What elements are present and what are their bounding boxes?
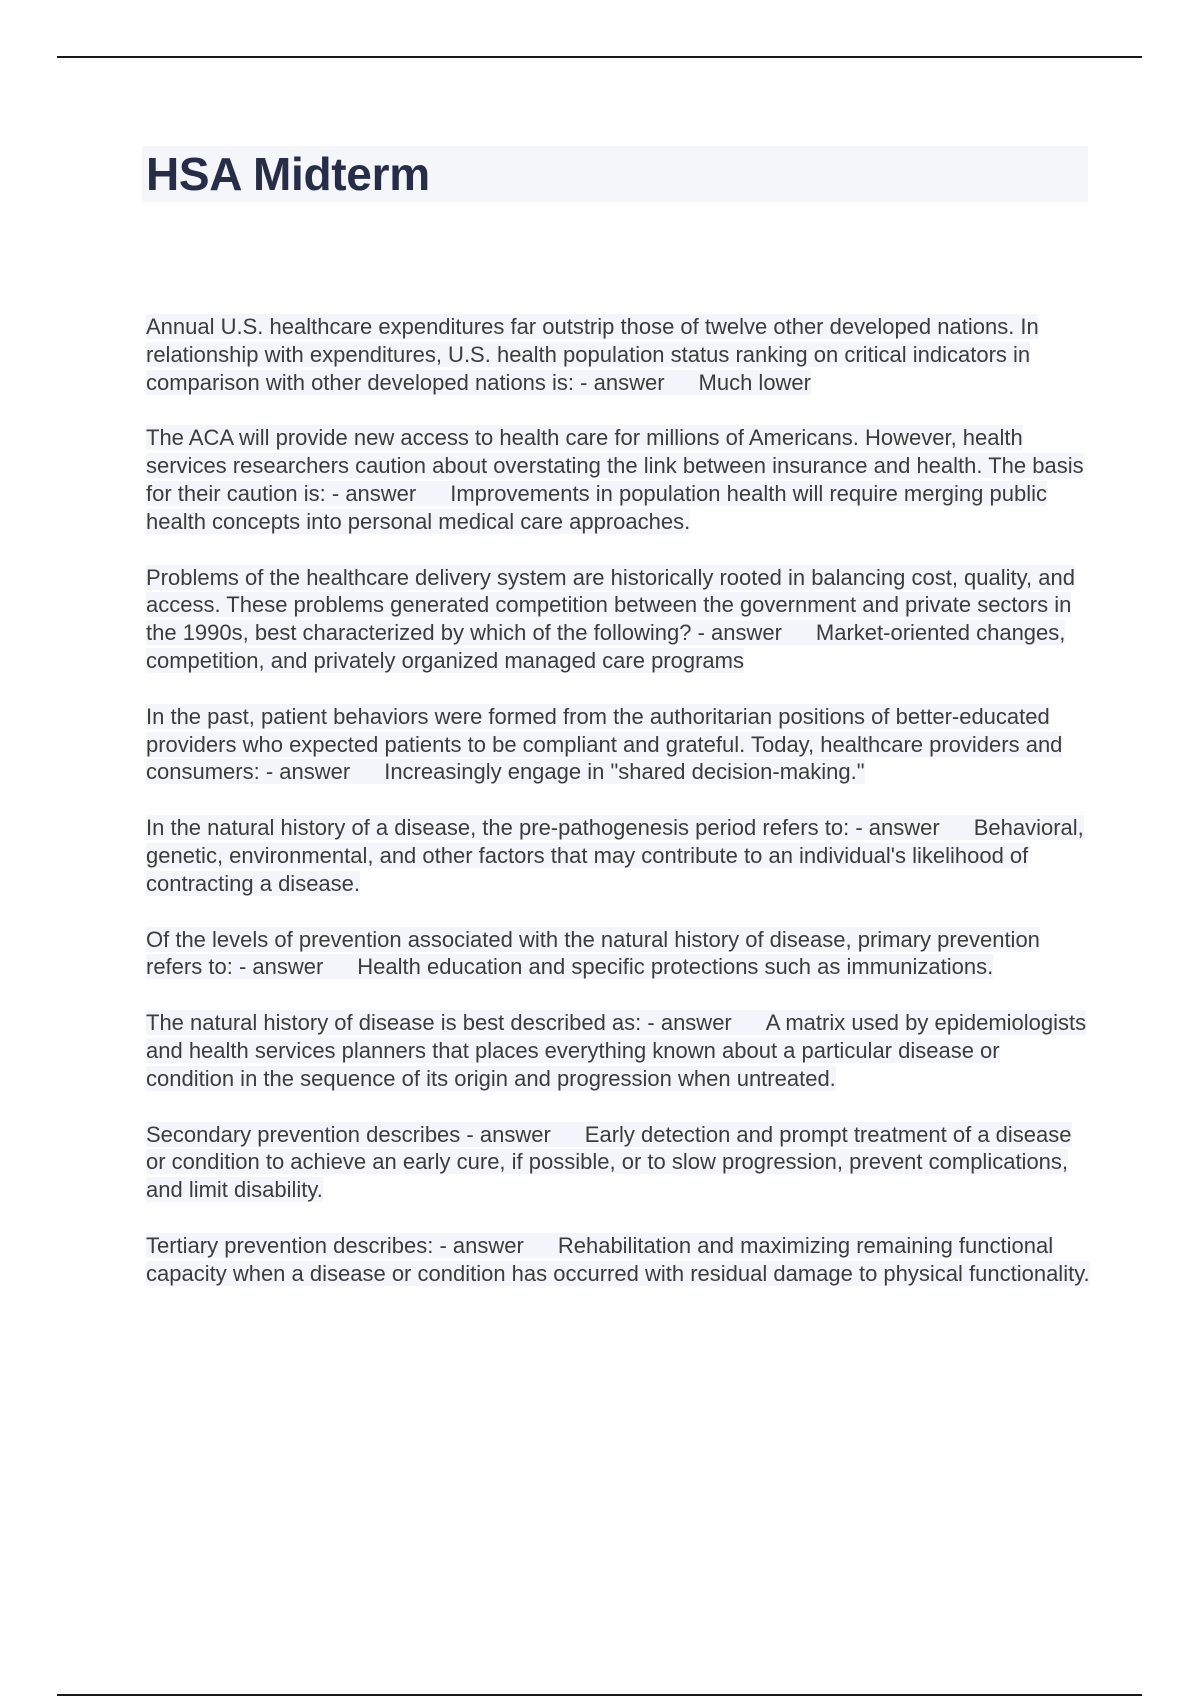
qa-item-9 — [146, 1232, 1091, 1288]
qa-item-8 — [146, 1121, 1091, 1204]
qa-item-2 — [146, 424, 1091, 535]
answer-text: Increasingly engage in "shared decision-making." — [384, 759, 865, 785]
qa-item-1 — [146, 313, 1091, 396]
answer-text: Improvements in population health will require merging public health concepts into personal medical care approaches. — [146, 480, 1047, 534]
page-title: HSA Midterm — [146, 148, 430, 200]
answer-marker: - answer — [580, 369, 665, 395]
bottom-divider — [57, 1694, 1142, 1696]
top-divider — [57, 56, 1142, 58]
qa-item-3 — [146, 564, 1091, 675]
question-text: The natural history of disease is best described as: — [146, 1010, 642, 1036]
answer-text: Rehabilitation and maximizing remaining functional capacity when a disease or condition has occurred with residual damage to physical functionality. — [146, 1232, 1090, 1286]
qa-item-7 — [146, 1009, 1091, 1092]
answer-marker: - answer — [466, 1121, 551, 1147]
qa-list — [146, 313, 1091, 1316]
question-text: The ACA will provide new access to health care for millions of Americans. However, health services researchers caution about overstating the link between insurance and health. The basis for their caution is: — [146, 425, 1084, 506]
question-text: Of the levels of prevention associated with the natural history of disease, primary prevention refers to: — [146, 926, 1040, 980]
answer-marker: - answer — [697, 620, 782, 646]
answer-marker: - answer — [331, 480, 417, 506]
question-text: Secondary prevention describes — [146, 1121, 461, 1147]
answer-text: Health education and specific protections such as immunizations. — [357, 954, 994, 980]
question-text: Annual U.S. healthcare expenditures far outstrip those of twelve other developed nations. In relationship with expenditures, U.S. health population status ranking on critical indicators in comparison with other developed nations is: — [146, 314, 1039, 395]
answer-text: Early detection and prompt treatment of a disease or condition to achieve an early cure, if possible, or to slow progression, prevent complications, and limit disability. — [146, 1121, 1072, 1203]
answer-marker: - answer — [238, 954, 324, 980]
answer-marker: - answer — [439, 1232, 524, 1258]
answer-marker: - answer — [647, 1010, 732, 1036]
question-text: In the past, patient behaviors were formed from the authoritarian positions of better-educated providers who expected patients to be compliant and grateful. Today, healthcare providers and consumers: — [146, 703, 1063, 785]
question-text: Problems of the healthcare delivery system are historically rooted in balancing cost, quality, and access. These problems generated competition between the government and private sectors in the 1990s, best characterized by which of the following? — [146, 564, 1075, 646]
answer-text: Behavioral, genetic, environmental, and other factors that may contribute to an individual's likelihood of contracting a disease. — [146, 815, 1084, 896]
question-text: Tertiary prevention describes: — [146, 1232, 434, 1258]
qa-item-5 — [146, 814, 1091, 897]
answer-marker: - answer — [855, 815, 940, 841]
qa-item-4 — [146, 703, 1091, 786]
answer-text: Much lower — [698, 369, 811, 395]
answer-text: A matrix used by epidemiologists and health services planners that places everything known about a particular disease or condition in the sequence of its origin and progression when untreated. — [146, 1010, 1087, 1091]
answer-text: Market-oriented changes, competition, and privately organized managed care programs — [146, 620, 1066, 673]
qa-item-6 — [146, 926, 1091, 982]
answer-marker: - answer — [265, 759, 351, 785]
question-text: In the natural history of a disease, the pre-pathogenesis period refers to: — [146, 815, 850, 841]
